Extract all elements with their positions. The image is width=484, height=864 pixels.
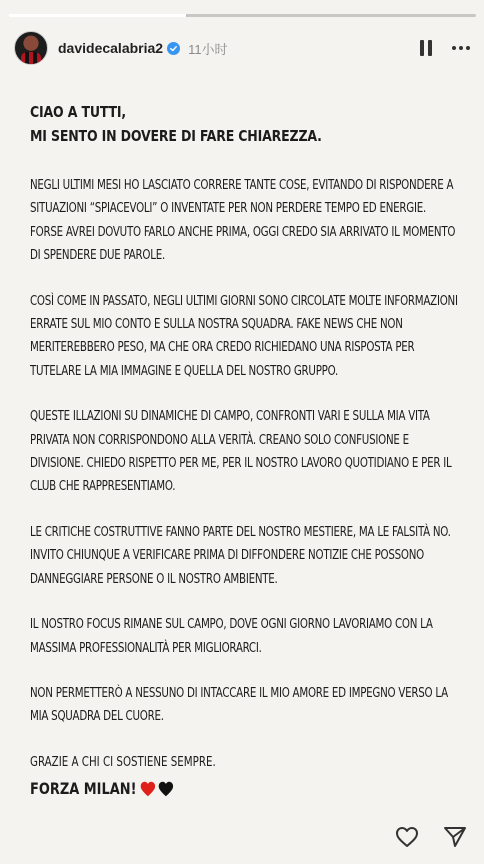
- avatar[interactable]: [14, 31, 48, 65]
- paragraph-6: NON PERMETTERÒ A NESSUNO DI INTACCARE IL MIO AMORE ED IMPEGNO VERSO LA MIA SQUADRA DEL CUORE.: [30, 684, 448, 725]
- story-actions: [394, 824, 468, 850]
- greeting-line-1: CIAO A TUTTI,: [30, 103, 127, 121]
- closing-line: [30, 776, 419, 802]
- story-progress-bar: [8, 14, 476, 17]
- red-heart-icon: [140, 781, 156, 797]
- greeting-line-2: MI SENTO IN DOVERE DI FARE CHIAREZZA.: [30, 127, 322, 145]
- closing-text: FORZA MILAN!: [30, 778, 137, 798]
- paragraph-2: COSÌ COME IN PASSATO, NEGLI ULTIMI GIORNI SONO CIRCOLATE MOLTE INFORMAZIONI ERRATE SUL MIO CONTO E SULLA NOSTRA SQUADRA. FAKE NEWS CHE NON MERITEREBBERO PESO, MA CHE ORA CREDO RICHIEDANO UNA RISPOSTA PER TUTELARE LA MIA IMMAGINE E QUELLA DEL NOSTRO GRUPPO.: [30, 292, 458, 379]
- verified-badge-icon: [167, 42, 180, 55]
- send-icon[interactable]: [442, 824, 468, 850]
- pause-icon[interactable]: [420, 40, 434, 56]
- post-time: 11小时: [188, 41, 228, 57]
- thanks-line: GRAZIE A CHI CI SOSTIENE SEMPRE.: [30, 753, 216, 770]
- statement-text: [30, 100, 462, 802]
- paragraph-4: LE CRITICHE COSTRUTTIVE FANNO PARTE DEL NOSTRO MESTIERE, MA LE FALSITÀ NO. INVITO CHIUNQUE A VERIFICARE PRIMA DI DIFFONDERE NOTIZIE CHE POSSONO DANNEGGIARE PERSONE O IL NOSTRO AMBIENTE.: [30, 523, 451, 587]
- story-progress-fill: [8, 14, 186, 17]
- story-header: [14, 30, 470, 66]
- more-options-icon[interactable]: [452, 46, 470, 50]
- paragraph-1: NEGLI ULTIMI MESI HO LASCIATO CORRERE TANTE COSE, EVITANDO DI RISPONDERE A SITUAZIONI “SPIACEVOLI” O INVENTATE PER NON PERDERE TEMPO ED ENERGIE. FORSE AVREI DOVUTO FARLO ANCHE PRIMA, OGGI CREDO SIA ARRIVATO IL MOMENTO DI SPENDERE DUE PAROLE.: [30, 177, 456, 264]
- heart-outline-icon[interactable]: [394, 824, 420, 850]
- black-heart-icon: [158, 781, 174, 797]
- username[interactable]: davidecalabria2: [58, 40, 164, 56]
- greeting: [30, 100, 453, 148]
- paragraph-3: QUESTE ILLAZIONI SU DINAMICHE DI CAMPO, CONFRONTI VARI E SULLA MIA VITA PRIVATA NON CORRISPONDONO ALLA VERITÀ. CREANO SOLO CONFUSIONE E DIVISIONE. CHIEDO RISPETTO PER ME, PER IL NOSTRO LAVORO QUOTIDIANO E PER IL CLUB CHE RAPPRESENTIAMO.: [30, 408, 452, 495]
- paragraph-5: IL NOSTRO FOCUS RIMANE SUL CAMPO, DOVE OGNI GIORNO LAVORIAMO CON LA MASSIMA PROFESSIONALITÀ PER MIGLIORARCI.: [30, 616, 433, 656]
